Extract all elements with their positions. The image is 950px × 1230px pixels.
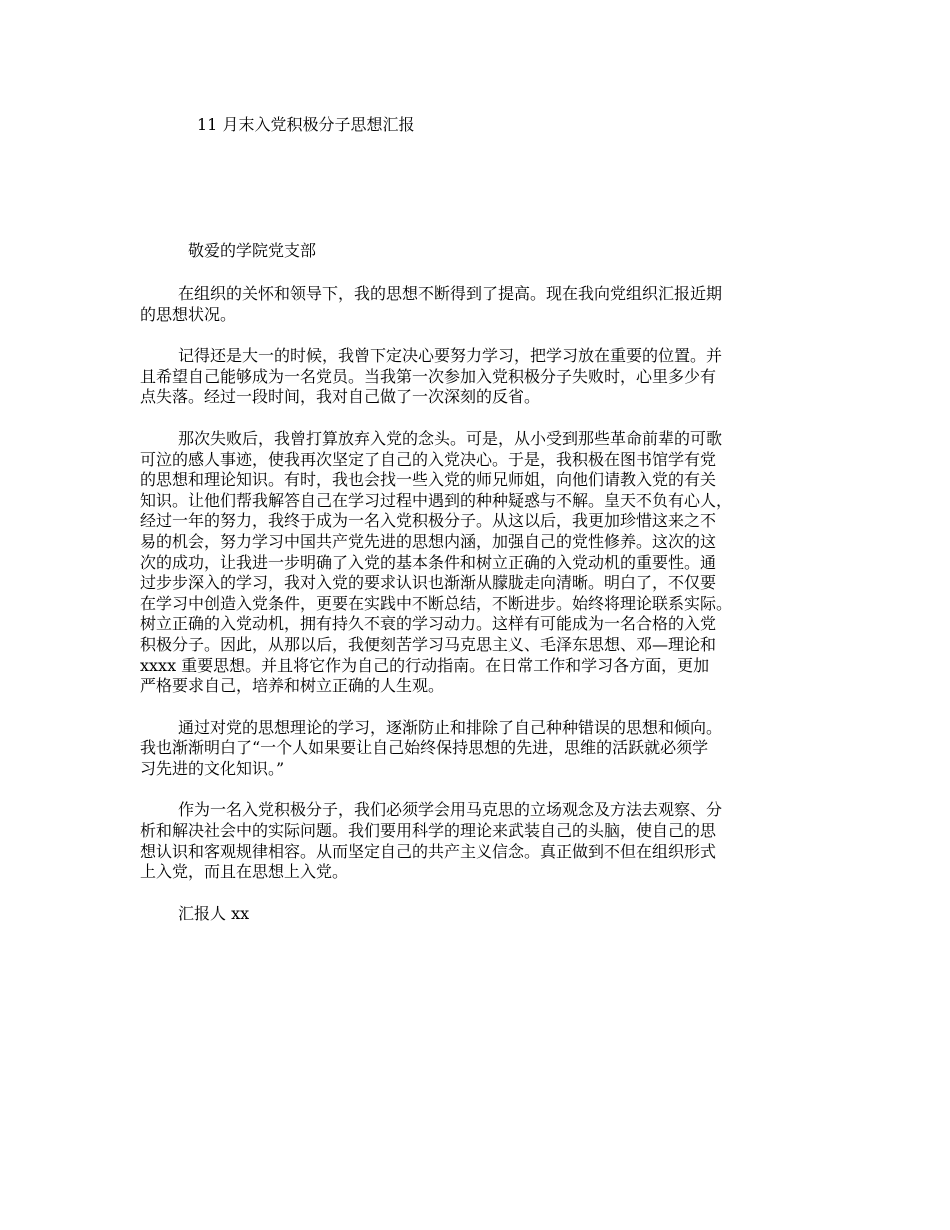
text-line: 且希望自己能够成为一名党员。当我第一次参加入党积极分子失败时，心里多少有 [140, 366, 717, 386]
text-line: 过步步深入的学习，我对入党的要求认识也渐渐从朦胧走向清晰。明白了，不仅要 [140, 573, 717, 593]
text-line: 通过对党的思想理论的学习，逐渐防止和排除了自己种种错误的思想和倾向。 [178, 717, 723, 737]
text-line: 记得还是大一的时候，我曾下定决心要努力学习，把学习放在重要的位置。并 [178, 346, 723, 366]
text-line: 可泣的感人事迹，使我再次坚定了自己的入党决心。于是，我积极在图书馆学有党 [140, 449, 717, 469]
text-line: 积极分子。因此，从那以后，我便刻苦学习马克思主义、毛泽东思想、邓—理论和 [140, 634, 717, 654]
salutation: 敬爱的学院党支部 [188, 241, 317, 260]
text-line: 的思想状况。 [140, 304, 237, 324]
text-line: 在学习中创造入党条件，更要在实践中不断总结，不断进步。始终将理论联系实际。 [140, 593, 733, 613]
paragraph [140, 718, 830, 780]
text-line: 易的机会，努力学习中国共产党先进的思想内涵，加强自己的党性修养。这次的这 [140, 531, 717, 551]
text-line: 的思想和理论知识。有时，我也会找一些入党的师兄师姐，向他们请教入党的有关 [140, 470, 717, 490]
text-line: 知识。让他们帮我解答自己在学习过程中遇到的种种疑惑与不解。皇天不负有心人， [140, 490, 733, 510]
paragraph [140, 800, 830, 882]
text-line: 上入党，而且在思想上入党。 [140, 862, 349, 882]
text-line: 想认识和客观规律相容。从而坚定自己的共产主义信念。真正做到不但在组织形式 [140, 841, 717, 861]
text-line: 习先进的文化知识。” [140, 758, 285, 778]
paragraph [140, 284, 830, 325]
paragraph [140, 429, 830, 697]
signature: 汇报人 xx [178, 903, 250, 923]
text-line: xxxx 重要思想。并且将它作为自己的行动指南。在日常工作和学习各方面，更加 [140, 655, 710, 675]
text-line: 点失落。经过一段时间，我对自己做了一次深刻的反省。 [140, 387, 541, 407]
document-body [140, 284, 830, 924]
paragraph [140, 346, 830, 408]
text-line: 树立正确的入党动机，拥有持久不衰的学习动力。这样有可能成为一名合格的入党 [140, 614, 717, 634]
text-line: 次的成功，让我进一步明确了入党的基本条件和树立正确的入党动机的重要性。通 [140, 552, 717, 572]
text-line: 在组织的关怀和领导下，我的思想不断得到了提高。现在我向党组织汇报近期 [178, 284, 723, 303]
text-line: 经过一年的努力，我终于成为一名入党积极分子。从这以后，我更加珍惜这来之不 [140, 511, 717, 531]
document-title: 11 月末入党积极分子思想汇报 [197, 115, 415, 134]
text-line: 严格要求自己，培养和树立正确的人生观。 [140, 676, 445, 696]
text-line: 作为一名入党积极分子，我们必须学会用马克思的立场观念及方法去观察、分 [178, 800, 723, 820]
text-line: 那次失败后，我曾打算放弃入党的念头。可是，从小受到那些革命前辈的可歌 [178, 428, 723, 448]
text-line: 析和解决社会中的实际问题。我们要用科学的理论来武装自己的头脑，使自己的思 [140, 821, 717, 841]
text-line: 我也渐渐明白了“一个人如果要让自己始终保持思想的先进，思维的活跃就必须学 [140, 738, 709, 758]
